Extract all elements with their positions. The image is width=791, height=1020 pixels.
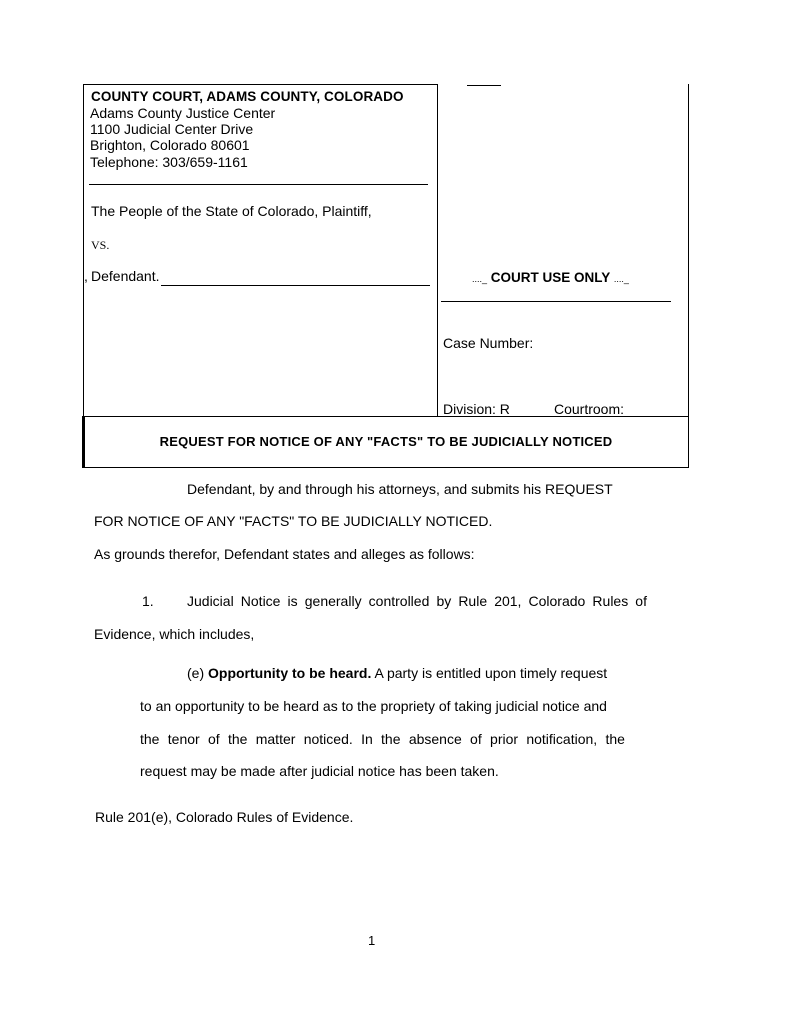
court-use-underline <box>441 301 671 302</box>
title-box-bottom-border <box>83 467 689 468</box>
item-1-word: controlled <box>368 593 430 609</box>
address-separator-line <box>89 184 428 185</box>
title-box-left-thick-border <box>82 416 85 468</box>
rule-citation: Rule 201(e), Colorado Rules of Evidence. <box>95 809 354 825</box>
quote-word: notification, <box>526 731 598 747</box>
intro-line-1: Defendant, by and through his attorneys, and submits his REQUEST <box>187 481 613 497</box>
intro-line-2: FOR NOTICE OF ANY "FACTS" TO BE JUDICIALLY NOTICED. <box>94 513 493 529</box>
defendant-underline <box>161 285 430 286</box>
quote-word: the <box>605 731 625 747</box>
item-1-word: 201, <box>494 593 522 609</box>
page-number: 1 <box>368 933 376 948</box>
quote-line-1-rest: A party is entitled upon timely request <box>374 665 608 681</box>
item-1-word: by <box>436 593 452 609</box>
court-use-text: COURT USE ONLY <box>490 270 611 285</box>
court-use-only-label <box>472 270 629 285</box>
court-name: COUNTY COURT, ADAMS COUNTY, COLORADO <box>91 89 404 104</box>
item-1-word: Rules <box>592 593 629 609</box>
quote-line-1 <box>187 665 607 681</box>
courtroom-label: Courtroom: <box>554 401 625 417</box>
quote-word: of <box>470 731 482 747</box>
quote-word: the <box>227 731 248 747</box>
quote-word: of <box>207 731 220 747</box>
document-title: REQUEST FOR NOTICE OF ANY "FACTS" TO BE JUDICIALLY NOTICED <box>159 434 613 449</box>
court-address-line-2: 1100 Judicial Center Drive <box>90 121 254 137</box>
caption-top-right-stub <box>467 85 501 86</box>
item-1-word: Colorado <box>528 593 586 609</box>
quote-word: the <box>381 731 401 747</box>
quote-word: tenor <box>167 731 200 747</box>
quote-word: the <box>140 731 160 747</box>
quote-word: In <box>361 731 373 747</box>
case-number-label: Case Number: <box>443 335 534 351</box>
plaintiff-line: The People of the State of Colorado, Plaintiff, <box>91 203 372 219</box>
quote-line-3 <box>140 731 625 747</box>
quote-word: matter <box>255 731 296 747</box>
court-address-line-1: Adams County Justice Center <box>90 105 276 121</box>
caption-right-border <box>688 84 689 468</box>
quote-prefix: (e) <box>187 665 205 681</box>
quote-heading: Opportunity to be heard. <box>208 665 372 681</box>
item-1-word: Notice <box>240 593 281 609</box>
quote-line-4: request may be made after judicial notice has been taken. <box>140 763 499 779</box>
quote-word: prior <box>490 731 519 747</box>
item-1-word: of <box>635 593 647 609</box>
quote-word: absence <box>408 731 462 747</box>
item-1-word: Judicial <box>187 593 234 609</box>
grounds-line: As grounds therefor, Defendant states and alleges as follows: <box>94 546 475 562</box>
court-use-suffix: ...._ <box>613 274 629 284</box>
item-1-word: generally <box>304 593 362 609</box>
quote-line-2: to an opportunity to be heard as to the propriety of taking judicial notice and <box>140 698 607 714</box>
defendant-prefix: , <box>84 268 88 284</box>
item-1-word: is <box>287 593 298 609</box>
division-label: Division: R <box>443 401 510 417</box>
item-1-line-2: Evidence, which includes, <box>94 626 255 642</box>
item-1-line-1 <box>187 593 647 609</box>
versus-label: VS. <box>91 238 110 252</box>
item-1-word: Rule <box>458 593 488 609</box>
court-address-line-3: Brighton, Colorado 80601 <box>90 137 250 153</box>
defendant-line: Defendant. <box>91 268 160 284</box>
item-1-number: 1. <box>142 593 154 609</box>
quote-word: noticed. <box>303 731 353 747</box>
court-use-prefix: ...._ <box>472 274 488 284</box>
caption-left-border <box>83 84 84 416</box>
court-telephone: Telephone: 303/659-1161 <box>90 154 248 170</box>
caption-middle-divider <box>437 84 438 416</box>
caption-top-border <box>84 84 438 85</box>
